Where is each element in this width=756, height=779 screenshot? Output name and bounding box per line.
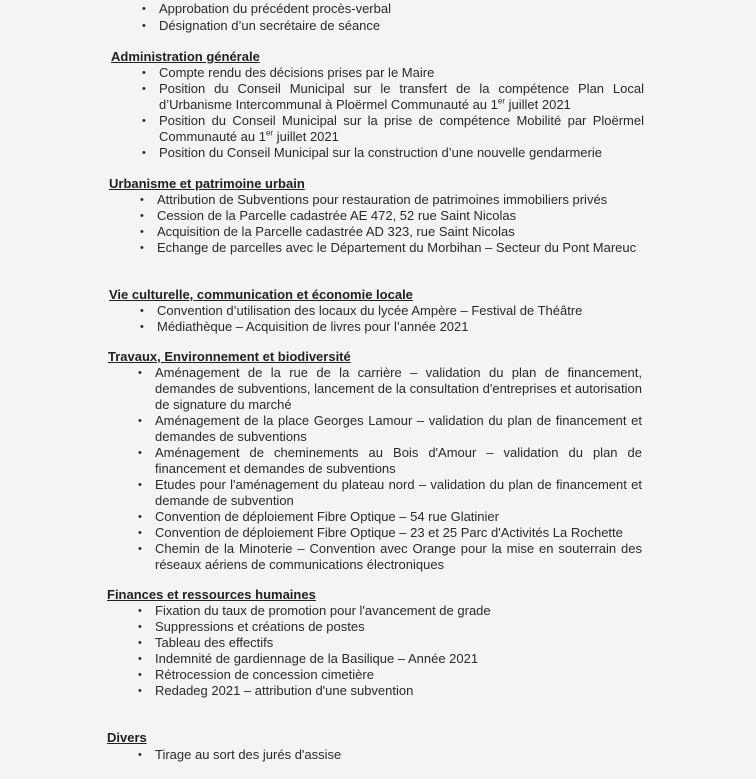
section-list-finances	[138, 603, 642, 699]
bullet-icon: •	[142, 147, 146, 159]
list-item: • Echange de parcelles avec le Département du Morbihan – Secteur du Pont Mareuc	[140, 240, 637, 255]
bullet-icon: •	[138, 621, 142, 633]
sup-item: Position du Conseil Municipal sur le transfert de la compétence Plan Local d’Urbanisme Intercommunal à Ploërmel Communauté au 1er juillet 2021	[159, 81, 644, 112]
list-item: • Approbation du précédent procès-verbal	[142, 1, 391, 16]
list-item: • Chemin de la Minoterie – Convention avec Orange pour la mise en souterrain des réseaux aériens de communications électroniques	[138, 541, 642, 572]
bullet-icon: •	[138, 653, 142, 665]
list-item: • Cession de la Parcelle cadastrée AE 472, 52 rue Saint Nicolas	[140, 208, 517, 223]
list-item: • Tableau des effectifs	[138, 635, 274, 650]
bullet-icon: •	[138, 479, 142, 491]
list-item: • Convention d’utilisation des locaux du lycée Ampère – Festival de Théâtre	[140, 303, 583, 318]
bullet-icon: •	[138, 605, 142, 617]
bullet-icon: •	[138, 511, 142, 523]
list-item: • Convention de déploiement Fibre Optique – 54 rue Glatinier	[138, 509, 499, 524]
bullet-icon: •	[140, 194, 144, 206]
section-heading-travaux: Travaux, Environnement et biodiversité	[108, 349, 351, 364]
bullet-icon: •	[138, 637, 142, 649]
bullet-icon: •	[140, 210, 144, 222]
bullet-icon: •	[138, 447, 142, 459]
bullet-icon: •	[138, 415, 142, 427]
section-list-vie-culturelle	[140, 303, 643, 335]
list-item: • Etudes pour l'aménagement du plateau nord – validation du plan de financement et demande de subvention	[138, 477, 642, 508]
list-item: • Acquisition de la Parcelle cadastrée AD 323, rue Saint Nicolas	[140, 224, 515, 239]
list-item: • Médiathèque – Acquisition de livres pour l’année 2021	[140, 319, 469, 334]
section-heading-finances: Finances et ressources humaines	[107, 587, 316, 602]
list-item: • Suppressions et créations de postes	[138, 619, 365, 634]
section-list-urbanisme	[140, 192, 643, 256]
list-item: • Indemnité de gardiennage de la Basilique – Année 2021	[138, 651, 479, 666]
section-list-divers	[138, 747, 642, 763]
list-item: • Aménagement de la rue de la carrière – validation du plan de financement, demandes de subventions, lancement de la consultation d'entreprises et autorisation de signature du marché	[138, 365, 642, 412]
sup-item: Position du Conseil Municipal sur la prise de compétence Mobilité par Ploërmel Communauté au 1er juillet 2021	[159, 113, 644, 144]
bullet-icon: •	[138, 527, 142, 539]
list-item: • Aménagement de cheminements au Bois d'Amour – validation du plan de financement et demandes de subventions	[138, 445, 642, 476]
section-heading-divers: Divers	[107, 730, 147, 745]
list-item	[142, 81, 644, 113]
section-heading-urbanisme: Urbanisme et patrimoine urbain	[109, 176, 305, 191]
list-item: • Aménagement de la place Georges Lamour – validation du plan de financement et demandes de subventions	[138, 413, 642, 444]
bullet-icon: •	[138, 685, 142, 697]
list-item: • Fixation du taux de promotion pour l'avancement de grade	[138, 603, 491, 618]
list-item: • Attribution de Subventions pour restauration de patrimoines immobiliers privés	[140, 192, 608, 207]
bullet-icon: •	[142, 115, 146, 127]
bullet-icon: •	[138, 367, 142, 379]
list-item: • Convention de déploiement Fibre Optique – 23 et 25 Parc d'Activités La Rochette	[138, 525, 623, 540]
section-heading-administration: Administration générale	[111, 49, 260, 64]
list-item: • Compte rendu des décisions prises par le Maire	[142, 65, 435, 80]
bullet-icon: •	[138, 669, 142, 681]
bullet-icon: •	[140, 226, 144, 238]
bullet-icon: •	[142, 67, 146, 79]
bullet-icon: •	[140, 242, 144, 254]
list-item: • Tirage au sort des jurés d'assise	[138, 747, 342, 762]
section-heading-vie-culturelle: Vie culturelle, communication et économie locale	[109, 287, 413, 302]
list-item: • Redadeg 2021 – attribution d'une subvention	[138, 683, 414, 698]
bullet-icon: •	[138, 749, 142, 761]
bullet-icon: •	[142, 3, 146, 15]
bullet-icon: •	[140, 305, 144, 317]
section-list-administration	[142, 65, 644, 161]
list-item	[142, 113, 644, 145]
intro-list	[142, 1, 645, 34]
bullet-icon: •	[142, 83, 146, 95]
bullet-icon: •	[138, 543, 142, 555]
bullet-icon: •	[140, 321, 144, 333]
list-item: • Désignation d’un secrétaire de séance	[142, 18, 381, 33]
list-item: • Position du Conseil Municipal sur la construction d’une nouvelle gendarmerie	[142, 145, 602, 160]
bullet-icon: •	[142, 20, 146, 32]
section-list-travaux	[138, 365, 642, 573]
list-item: • Rétrocession de concession cimetière	[138, 667, 374, 682]
